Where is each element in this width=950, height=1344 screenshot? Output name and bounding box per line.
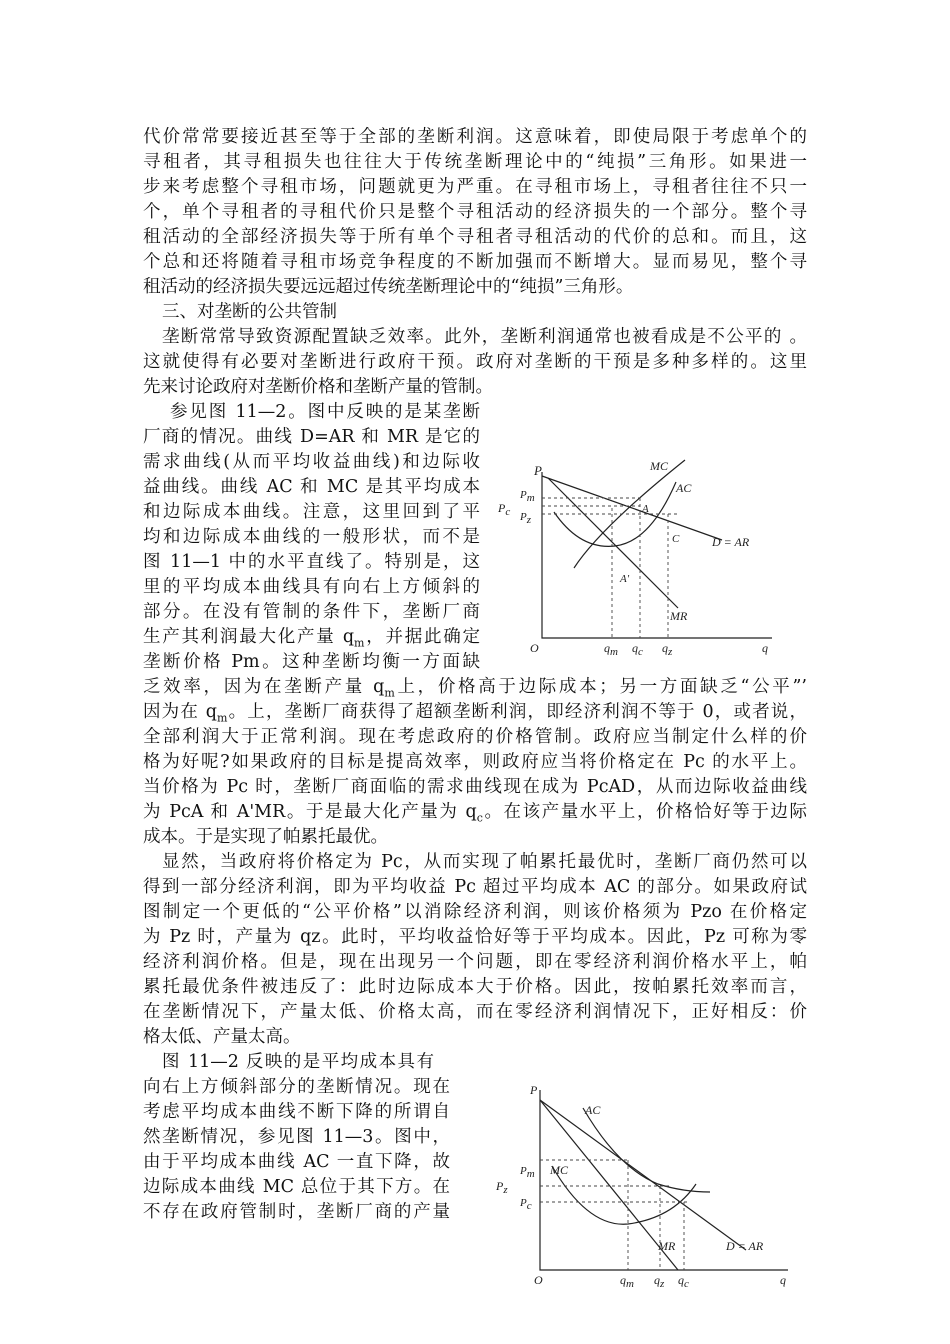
paragraph-line: 厂商的情况。曲线 D=AR 和 MR 是它的	[143, 427, 480, 447]
label-point-c: C	[672, 533, 680, 545]
paragraph-line: 需求曲线(从而平均收益曲线)和边际收	[143, 452, 480, 472]
label-point-a: A	[642, 503, 649, 515]
label-qm: qm	[620, 1273, 634, 1290]
paragraph-line: 考虑平均成本曲线不断下降的所谓自	[143, 1102, 450, 1122]
paragraph-line: 图制定一个更低的“公平价格”以消除经济利润，则该价格须为 Pzo 在价格定	[143, 902, 807, 922]
paragraph-line: 生产其利润最大化产量 $q_m$，并据此确定	[143, 627, 481, 650]
label-pc: Pc	[520, 1197, 532, 1212]
paragraph-line: 代价常常要接近甚至等于全部的垄断利润。这意味着，即使局限于考虑单个的	[143, 127, 807, 147]
axis-label-q: q	[762, 641, 768, 655]
figure-11-3-natural-monopoly	[488, 1078, 808, 1290]
label-ac: AC	[585, 1103, 601, 1117]
label-mc: MC	[650, 459, 668, 473]
label-d-ar: D = AR	[712, 535, 750, 549]
axis-label-p: P	[534, 463, 542, 478]
paragraph-line: 格太低、产量太高。	[143, 1027, 301, 1047]
paragraph-line: 益曲线。曲线 AC 和 MC 是其平均成本	[143, 477, 480, 497]
paragraph-line: 因为在 $q_m$。上，垄断厂商获得了超额垄断利润，即经济利润不等于 0，或者说，	[143, 702, 807, 725]
paragraph-line: 垄断常常导致资源配置缺乏效率。此外，垄断利润通常也被看成是不公平的 。	[162, 327, 807, 347]
paragraph-line: 为 Pz 时，产量为 qz。此时，平均收益恰好等于平均成本。因此，Pz 可称为零	[143, 927, 807, 947]
axis-label-p: P	[530, 1083, 538, 1097]
paragraph-line: 图 11—1 中的水平直线了。特别是，这	[143, 552, 480, 572]
axes	[542, 472, 772, 638]
label-ac: AC	[676, 481, 692, 495]
label-mr: MR	[658, 1239, 676, 1253]
label-qz: qz	[662, 641, 673, 658]
paragraph-line: 格为好呢?如果政府的目标是提高效率，则政府应当将价格定在 Pc 的水平上。	[143, 752, 807, 772]
label-pc: Pc	[498, 501, 511, 518]
paragraph-line: 显然，当政府将价格定为 Pc，从而实现了帕累托最优时，垄断厂商仍然可以	[162, 852, 807, 872]
paragraph-line: 然垄断情况，参见图 11—3。图中，	[143, 1127, 450, 1147]
figure-11-2-monopoly-regulation	[490, 450, 790, 660]
paragraph-line: 成本。于是实现了帕累托最优。	[143, 827, 388, 847]
paragraph-line: 均和边际成本曲线的一般形状，而不是	[143, 527, 480, 547]
paragraph-line: 个总和还将随着寻租市场竞争程度的不断加强而不断增大。显而易见，整个寻	[143, 252, 807, 272]
paragraph-line: 不存在政府管制时，垄断厂商的产量	[143, 1202, 450, 1222]
paragraph-line: 里的平均成本曲线具有向右上方倾斜的	[143, 577, 480, 597]
paragraph-line: 步来考虑整个寻租市场，问题就更为严重。在寻租市场上，寻租者往往不只一	[143, 177, 807, 197]
paragraph-line: 垄断价格 Pm。这种垄断均衡一方面缺	[143, 652, 480, 672]
paragraph-line: 由于平均成本曲线 AC 一直下降，故	[143, 1152, 450, 1172]
paragraph-line: 当价格为 Pc 时，垄断厂商面临的需求曲线现在成为 PcAD，从而边际收益曲线	[143, 777, 807, 797]
paragraph-line: 边际成本曲线 MC 总位于其下方。在	[143, 1177, 450, 1197]
paragraph-line: 得到一部分经济利润，即为平均收益 Pc 超过平均成本 AC 的部分。如果政府试	[143, 877, 807, 897]
paragraph-line: 全部利润大于正常利润。现在考虑政府的价格管制。政府应当制定什么样的价	[143, 727, 807, 747]
label-mr: MR	[670, 609, 688, 623]
paragraph-line: 乏效率，因为在垄断产量 $q_m$上，价格高于边际成本；另一方面缺乏“公平”’	[143, 677, 807, 700]
paragraph-line: 参见图 11—2。图中反映的是某垄断	[170, 402, 480, 422]
paragraph-line: 租活动的全部经济损失等于所有单个寻租者寻租活动的代价的总和。而且，这	[143, 227, 807, 247]
axis-label-q: q	[780, 1273, 786, 1287]
section-heading: 三、对垄断的公共管制	[162, 302, 337, 322]
marginal-revenue-curve-mr	[548, 478, 678, 608]
paragraph-line: 个，单个寻租者的寻租代价只是整个寻租活动的经济损失的一个部分。整个寻	[143, 202, 807, 222]
label-pm: Pm	[520, 489, 535, 504]
paragraph-line: 租活动的经济损失要远远超过传统垄断理论中的“纯损”三角形。	[143, 277, 634, 297]
label-pm: Pm	[520, 1165, 535, 1180]
paragraph-line: 这就使得有必要对垄断进行政府干预。政府对垄断的干预是多种多样的。这里	[143, 352, 807, 372]
paragraph-line: 经济利润价格。但是，现在出现另一个问题，即在零经济利润价格水平上，帕	[143, 952, 807, 972]
label-qm: qm	[604, 641, 618, 658]
paragraph-line: 部分。在没有管制的条件下，垄断厂商	[143, 602, 480, 622]
label-qz: qz	[654, 1273, 665, 1290]
paragraph-line: 在垄断情况下，产量太低、价格太高，而在零经济利润情况下，正好相反：价	[143, 1002, 807, 1022]
label-mc: MC	[550, 1163, 568, 1177]
label-qc: qc	[678, 1273, 689, 1290]
label-point-a-prime: A'	[620, 573, 630, 585]
label-qc: qc	[632, 641, 643, 658]
paragraph-line: 累托最优条件被违反了：此时边际成本大于价格。因此，按帕累托效率而言，	[143, 977, 807, 997]
paragraph-line: 向右上方倾斜部分的垄断情况。现在	[143, 1077, 450, 1097]
label-origin: O	[530, 641, 539, 655]
label-pz: Pz	[520, 511, 532, 526]
paragraph-line: 图 11—2 反映的是平均成本具有	[162, 1052, 434, 1072]
marginal-cost-curve-mc	[552, 1166, 696, 1224]
label-pz: Pz	[496, 1179, 508, 1196]
paragraph-line: 和边际成本曲线。注意，这里回到了平	[143, 502, 480, 522]
label-d-ar: D = AR	[726, 1239, 764, 1253]
label-origin: O	[534, 1273, 543, 1287]
paragraph-line: 先来讨论政府对垄断价格和垄断产量的管制。	[143, 377, 493, 397]
paragraph-line: 为 PcA 和 A'MR。于是最大化产量为 $q_c$。在该产量水平上，价格恰好等于边际	[143, 802, 807, 825]
average-cost-curve-ac	[583, 1108, 710, 1192]
paragraph-line: 寻租者，其寻租损失也往往大于传统垄断理论中的“纯损”三角形。如果进一	[143, 152, 807, 172]
